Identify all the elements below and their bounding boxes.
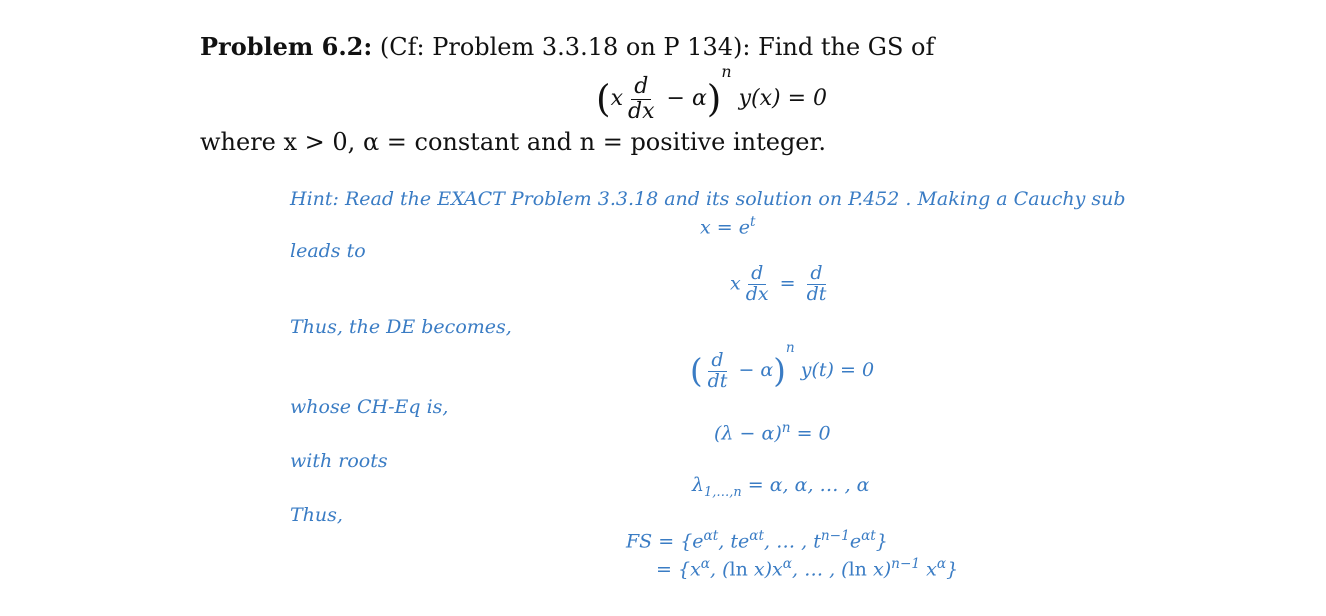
de-in-t-equation: ( $\frac{d}{dt}$ − α)$^n$ y(t) = 0 [690,340,875,392]
roots-equation: $\lambda_{1,\dots,n} = \alpha$, α, … , α [692,474,870,500]
problem-reference: (Cf: Problem 3.3.18 on P 134): Find the GS of [379,33,935,61]
derivative-equation: x $\frac{d}{dx}$ = $\frac{d}{dt}$ [730,262,827,305]
hint-intro: Hint: Read the EXACT Problem 3.3.18 and its solution on P.452 . Making a Cauchy sub [290,188,1126,210]
leads-to-label: leads to [290,240,366,262]
substitution-equation: $x = e^t$ [700,214,756,239]
ch-eq-label: whose CH-Eq is, [290,396,449,418]
problem-where: where x > 0, α = constant and n = positive integer. [200,128,826,156]
fundamental-set-line-1: FS = {$e^{\alpha t}$, $te^{\alpha t}$, … , $t^{n-1}e^{\alpha t}$} [626,528,888,553]
roots-label: with roots [290,450,388,472]
thus-label: Thus, [290,504,343,526]
problem-heading [200,32,934,61]
fundamental-set-line-2: = {$x^\alpha$, (ln $x)x^\alpha$, … , (ln x)$^{n-1}$ $x^\alpha$} [656,556,959,581]
characteristic-equation: $(\lambda - \alpha)^n = 0$ [714,420,831,445]
problem-equation: (x $\frac{d}{dx}$ − α)$^n$ y(x) = 0 [596,62,828,124]
thus-de-label: Thus, the DE becomes, [290,316,512,338]
problem-label: Problem 6.2: [200,32,373,61]
